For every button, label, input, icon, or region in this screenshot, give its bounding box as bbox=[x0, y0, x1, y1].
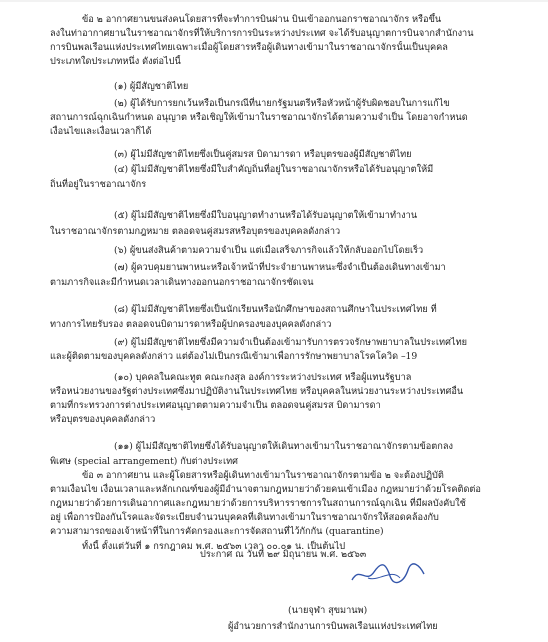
effective-date-line: ทั้งนี้ ตั้งแต่วันที่ ๑ กรกฎาคม พ.ศ. ๒๕๖๓ เวลา ๐๐.๐๑ น. เป็นต้นไป bbox=[82, 541, 346, 552]
body-line: (๑) ผู้มีสัญชาติไทย bbox=[114, 81, 189, 92]
body-line: ตามภารกิจและมีกำหนดเวลาเดินทางออกนอกราชอาณาจักรชัดเจน bbox=[50, 277, 314, 288]
body-line: (๙) ผู้ไม่มีสัญชาติไทยซึ่งมีความจำเป็นต้องเข้ามารับการตรวจรักษาพยาบาลในประเทศไทย bbox=[114, 337, 468, 348]
body-line: ตามที่กระทรวงการต่างประเทศอนุญาตตามความจำเป็น ตลอดจนคู่สมรส บิดามารดา bbox=[50, 400, 381, 411]
body-line: (๘) ผู้ไม่มีสัญชาติไทยซึ่งเป็นนักเรียนหรือนักศึกษาของสถานศึกษาในประเทศไทย ที่ bbox=[114, 304, 437, 315]
announcement-date: ประกาศ ณ วันที่ ๒๙ มิถุนายน พ.ศ. ๒๕๖๓ bbox=[200, 549, 367, 560]
body-line: ประเภทใดประเภทหนึ่ง ดังต่อไปนี้ bbox=[50, 56, 181, 67]
body-line: กฎหมายว่าด้วยการเดินอากาศและกฎหมายว่าด้วยการบริหารราชการในสถานการณ์ฉุกเฉิน ที่มีผลบังคับใช้ bbox=[50, 498, 466, 509]
body-line: ในราชอาณาจักรตามกฎหมาย ตลอดจนคู่สมรสหรือบุตรของบุคคลดังกล่าว bbox=[50, 226, 341, 237]
body-line: สถานการณ์ฉุกเฉินกำหนด อนุญาต หรือเชิญให้เข้ามาในราชอาณาจักรได้ตามความจำเป็น โดยอาจกำหนด bbox=[50, 112, 468, 123]
body-line: พิเศษ (special arrangement) กับต่างประเทศ bbox=[50, 456, 239, 467]
body-line: ลงในท่าอากาศยานในราชอาณาจักรที่ให้บริการการบินระหว่างประเทศ จะได้รับอนุญาตการบินจากสำนักงาน bbox=[50, 28, 474, 39]
body-line: การบินพลเรือนแห่งประเทศไทยเฉพาะเมื่อผู้โดยสารหรือผู้เดินทางเข้ามาในราชอาณาจักรนั้นเป็นบุคคล bbox=[50, 42, 448, 53]
body-line: (๗) ผู้ควบคุมยานพาหนะหรือเจ้าหน้าที่ประจำยานพาหนะซึ่งจำเป็นต้องเดินทางเข้ามา bbox=[114, 262, 446, 273]
body-line: (๒) ผู้ได้รับการยกเว้นหรือเป็นกรณีที่นายกรัฐมนตรีหรือหัวหน้าผู้รับผิดชอบในการแก้ไข bbox=[114, 98, 450, 109]
body-line: (๑๐) บุคคลในคณะทูต คณะกงสุล องค์การระหว่างประเทศ หรือผู้แทนรัฐบาล bbox=[114, 372, 412, 383]
body-line: ตามเงื่อนไข เงื่อนเวลาและหลักเกณฑ์ของผู้มีอำนาจตามกฎหมายว่าด้วยคนเข้าเมือง กฎหมายว่าด้วยโรคติดต่อ bbox=[50, 484, 481, 495]
body-line: ถิ่นที่อยู่ในราชอาณาจักร bbox=[50, 179, 147, 190]
signer-title: ผู้อำนวยการสำนักงานการบินพลเรือนแห่งประเทศไทย bbox=[228, 621, 438, 632]
body-line: ข้อ ๓ อากาศยาน และผู้โดยสารหรือผู้เดินทางเข้ามาในราชอาณาจักรตามข้อ ๒ จะต้องปฏิบัติ bbox=[82, 470, 444, 481]
body-line: (๑๑) ผู้ไม่มีสัญชาติไทยซึ่งได้รับอนุญาตให้เดินทางเข้ามาในราชอาณาจักรตามข้อตกลง bbox=[114, 441, 453, 452]
body-line: (๖) ผู้ขนส่งสินค้าตามความจำเป็น แต่เมื่อเสร็จภารกิจแล้วให้กลับออกไปโดยเร็ว bbox=[114, 245, 424, 256]
body-line: อยู่ เพื่อการป้องกันโรคและจัดระเบียบจำนวนบุคคลที่เดินทางเข้ามาในราชอาณาจักรให้สอดคล้องกับ bbox=[50, 512, 439, 523]
signer-name: (นายจุฬา สุขมานพ) bbox=[288, 605, 368, 616]
body-line: หรือบุตรของบุคคลดังกล่าว bbox=[50, 414, 156, 425]
page-top-edge bbox=[0, 0, 548, 2]
body-line: และผู้ติดตามของบุคคลดังกล่าว แต่ต้องไม่เป็นกรณีเข้ามาเพื่อการรักษาพยาบาลโรคโควิด –19 bbox=[50, 351, 418, 362]
body-line: (๔) ผู้ไม่มีสัญชาติไทยซึ่งมีใบสำคัญถิ่นที่อยู่ในราชอาณาจักรหรือได้รับอนุญาตให้มี bbox=[114, 164, 434, 175]
handwritten-signature bbox=[348, 560, 428, 588]
body-line: ทางการไทยรับรอง ตลอดจนบิดามารดาหรือผู้ปกครองของบุคคลดังกล่าว bbox=[50, 319, 332, 330]
body-line: เงื่อนไขและเงื่อนเวลาก็ได้ bbox=[50, 126, 152, 137]
body-line: หรือหน่วยงานของรัฐต่างประเทศซึ่งมาปฏิบัติงานในประเทศไทย หรือบุคคลในหน่วยงานระหว่างประเทศอื่น bbox=[50, 386, 464, 397]
body-line: ความสามารถของเจ้าหน้าที่ในการคัดกรองและการจัดสถานที่ไว้กักกัน (quarantine) bbox=[50, 526, 384, 537]
body-line: (๕) ผู้ไม่มีสัญชาติไทยซึ่งมีใบอนุญาตทำงานหรือได้รับอนุญาตให้เข้ามาทำงาน bbox=[114, 210, 418, 221]
body-line: (๓) ผู้ไม่มีสัญชาติไทยซึ่งเป็นคู่สมรส บิดามารดา หรือบุตรของผู้มีสัญชาติไทย bbox=[114, 149, 412, 160]
body-line: ข้อ ๒ อากาศยานขนส่งคนโดยสารที่จะทำการบินผ่าน บินเข้าออกนอกราชอาณาจักร หรือขึ้น bbox=[82, 14, 442, 25]
